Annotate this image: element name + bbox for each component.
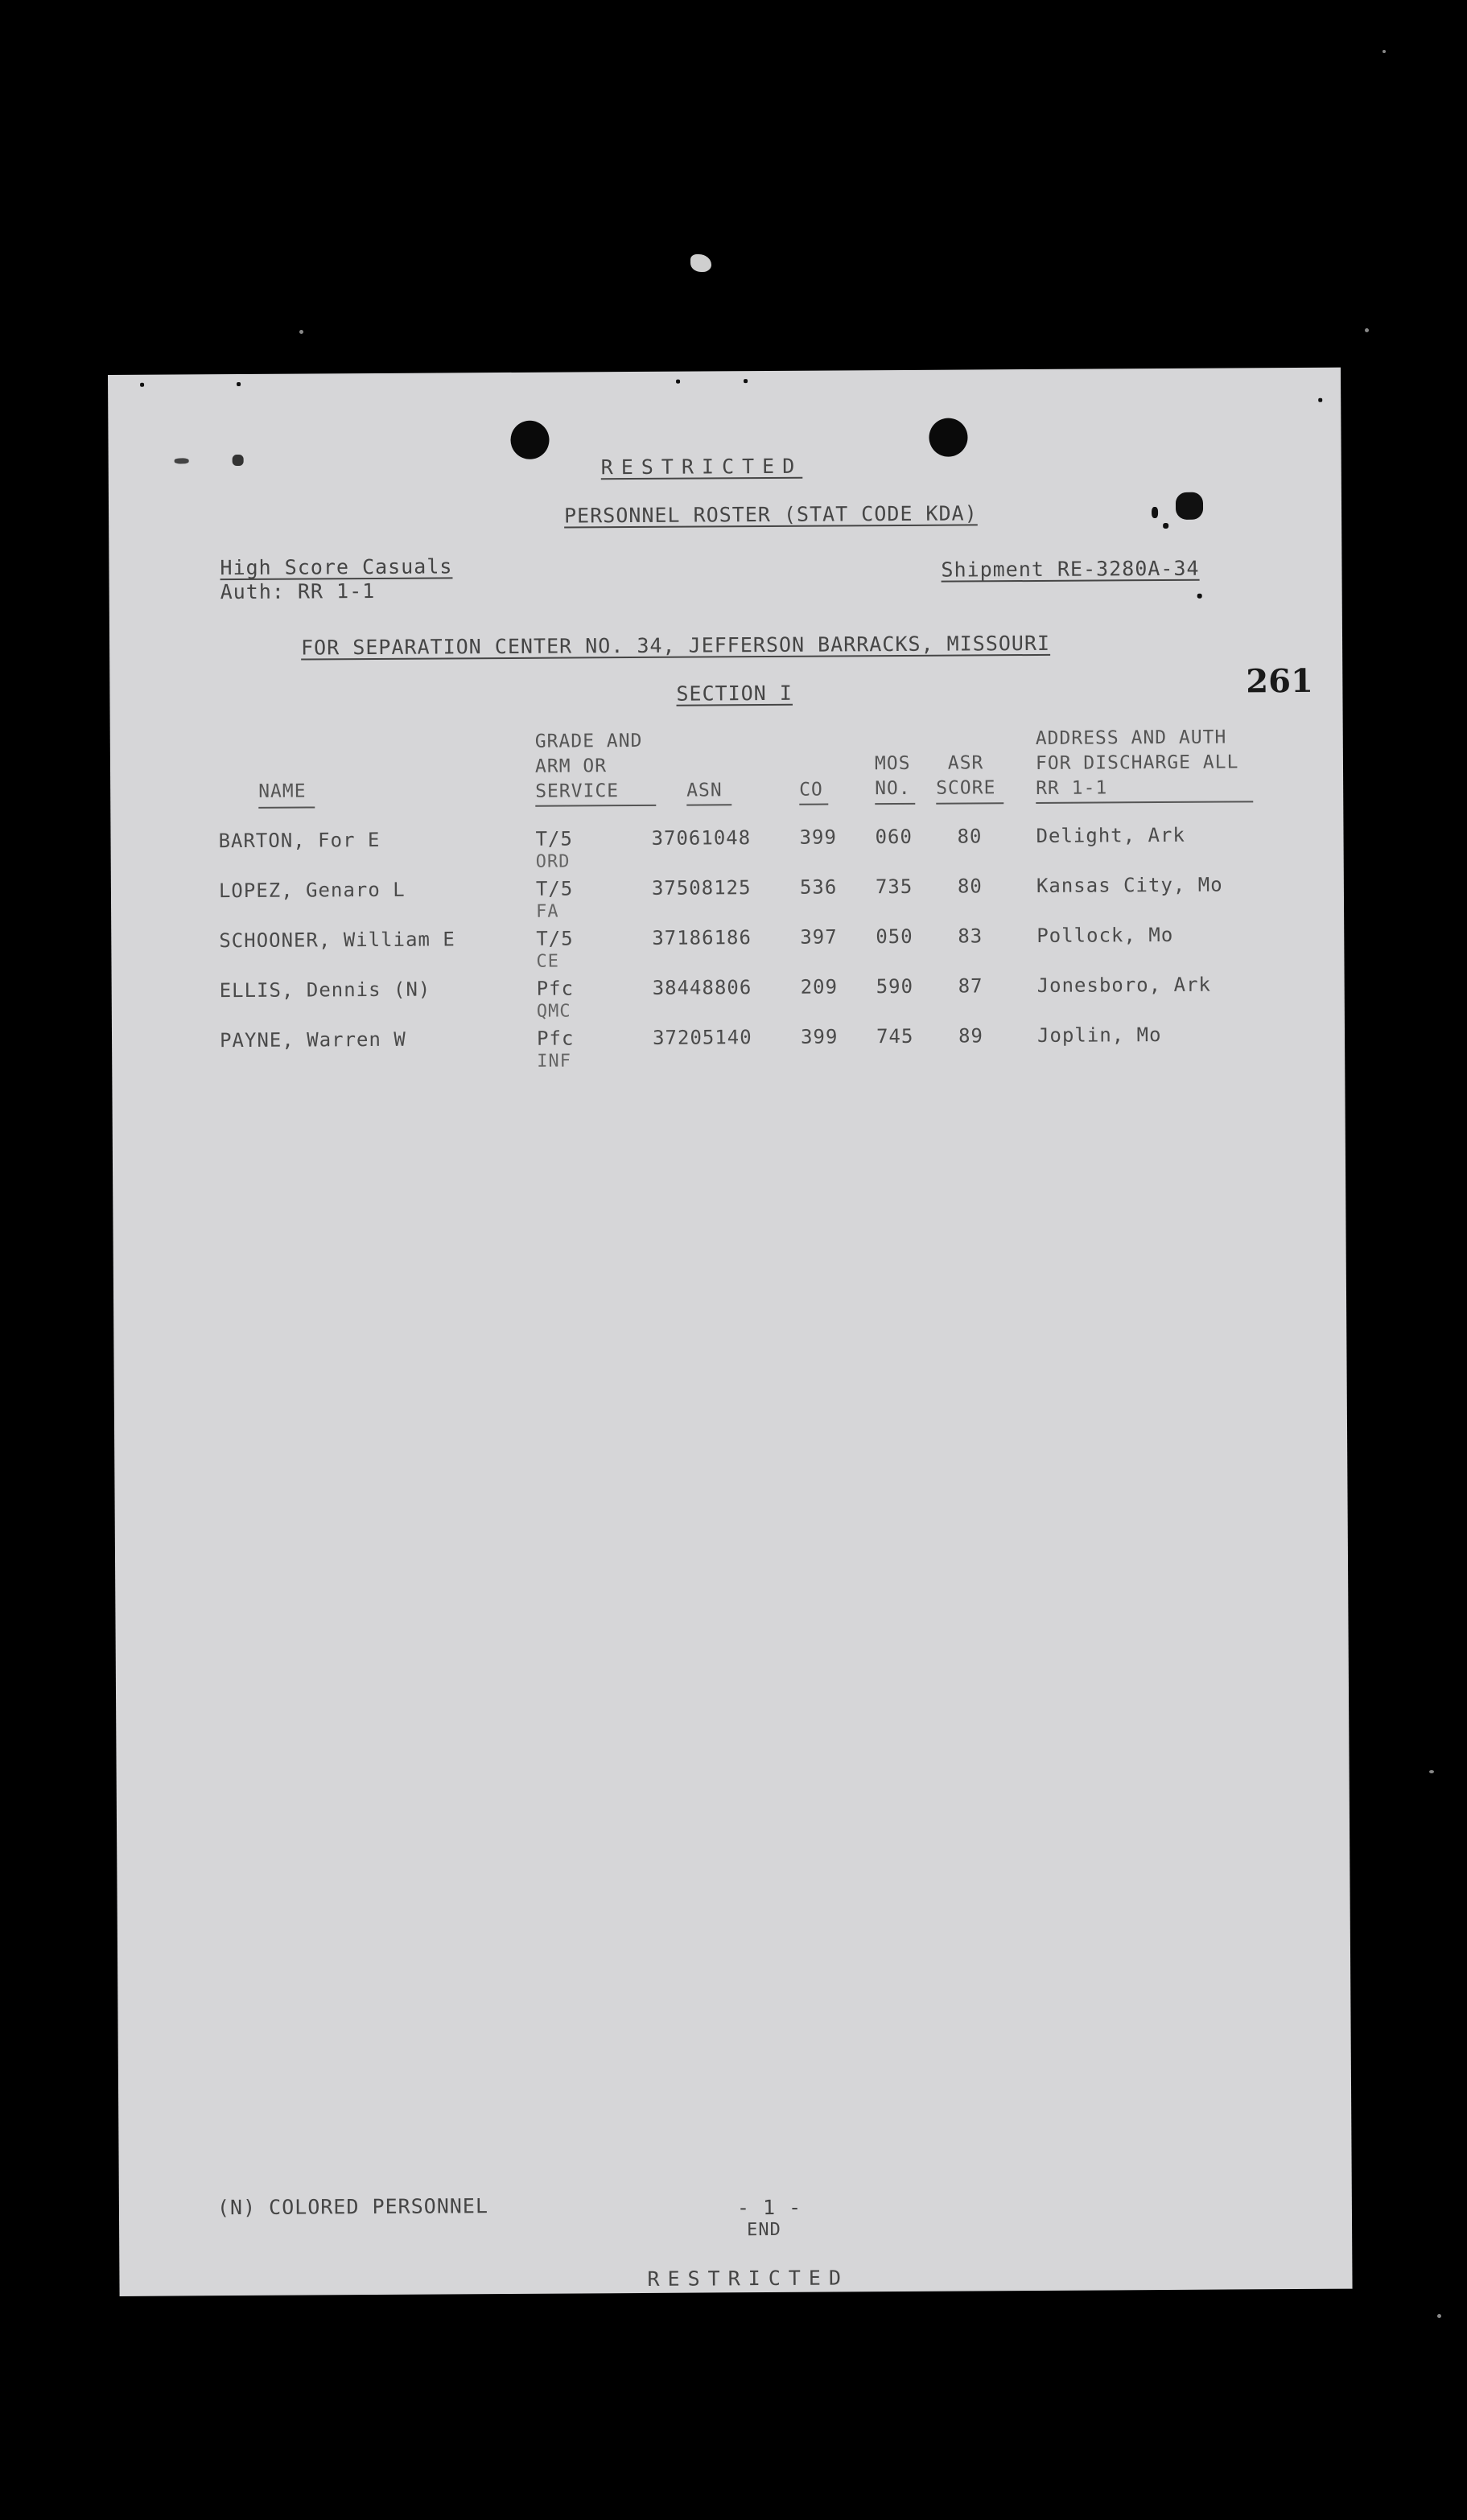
cell-name: SCHOONER, William E: [219, 928, 455, 953]
cell-asn: 37508125: [651, 876, 752, 900]
cell-asn: 37205140: [652, 1026, 752, 1049]
ink-speck: [1197, 594, 1202, 599]
cell-asn: 37061048: [651, 826, 752, 850]
ink-speck: [676, 380, 680, 384]
page-stamp-number: 261: [1246, 661, 1313, 701]
cell-score: 80: [957, 825, 983, 848]
cell-score: 89: [958, 1024, 984, 1048]
table-row: [112, 973, 1345, 1030]
col-header-asn-underline: [686, 804, 731, 805]
cell-mos: 590: [876, 974, 914, 999]
col-header-asr-underline: [936, 802, 1003, 805]
cell-name: PAYNE, Warren W: [219, 1027, 406, 1052]
table-row: [111, 923, 1344, 980]
background-speck: [1429, 1770, 1434, 1773]
col-header-grade-underline: [535, 805, 656, 807]
col-header-co: CO: [799, 779, 823, 801]
cell-grade: Pfc: [536, 1027, 575, 1050]
cell-score: 87: [958, 974, 983, 998]
ink-speck: [744, 379, 748, 383]
cell-name: ELLIS, Dennis (N): [219, 978, 431, 1003]
cell-name: BARTON, For E: [218, 828, 381, 853]
cell-co: 536: [799, 875, 838, 899]
cell-co: 399: [799, 826, 837, 849]
background-speck: [1383, 50, 1386, 53]
col-header-grade: GRADE AND ARM OR SERVICE: [534, 730, 643, 802]
cell-grade: T/5: [536, 927, 574, 950]
cell-grade: T/5: [535, 877, 574, 900]
ink-speck: [233, 455, 244, 466]
table-row: [111, 873, 1344, 930]
col-header-mos-underline: [875, 803, 915, 805]
cell-name: LOPEZ, Genaro L: [218, 878, 406, 903]
cell-score: 80: [957, 875, 983, 898]
page-number: - 1 -: [736, 2195, 802, 2220]
col-header-name-underline: [258, 806, 315, 808]
authority-line: Auth: RR 1-1: [220, 579, 376, 604]
col-header-asr-score: ASR SCORE: [936, 752, 996, 799]
background-speck: [1437, 2314, 1441, 2318]
ink-speck: [237, 382, 241, 386]
cell-arm: QMC: [536, 1001, 571, 1022]
section-heading: SECTION I: [676, 681, 793, 706]
classification-header: RESTRICTED: [600, 454, 803, 480]
cell-co: 209: [800, 975, 839, 999]
cell-address: Pollock, Mo: [1036, 923, 1174, 947]
classification-footer: RESTRICTED: [647, 2266, 850, 2291]
destination-line: FOR SEPARATION CENTER NO. 34, JEFFERSON BARRACKS, MISSOURI: [300, 631, 1051, 660]
col-header-mos: MOS NO.: [874, 752, 911, 800]
col-header-asn: ASN: [686, 780, 723, 801]
cell-score: 83: [958, 924, 983, 948]
cell-address: Delight, Ark: [1036, 823, 1185, 847]
casuals-heading: High Score Casuals: [220, 554, 453, 580]
col-header-address: ADDRESS AND AUTH FOR DISCHARGE ALL RR 1-1: [1035, 727, 1239, 799]
table-row: [110, 823, 1343, 880]
ink-speck: [1152, 507, 1158, 518]
cell-co: 397: [800, 925, 838, 949]
shipment-number: Shipment RE-3280A-34: [941, 556, 1200, 582]
cell-grade: T/5: [535, 827, 573, 850]
cell-co: 399: [800, 1025, 839, 1048]
cell-mos: 060: [875, 825, 913, 849]
punch-hole: [929, 418, 967, 456]
cell-mos: 735: [875, 875, 913, 899]
cell-arm: INF: [537, 1051, 572, 1072]
col-header-name: NAME: [258, 780, 307, 802]
end-marker: END: [747, 2219, 781, 2241]
col-header-address-underline: [1036, 801, 1253, 804]
cell-address: Joplin, Mo: [1036, 1023, 1162, 1047]
cell-address: Jonesboro, Ark: [1036, 973, 1212, 997]
cell-grade: Pfc: [536, 977, 575, 1000]
background-speck: [1365, 328, 1369, 332]
cell-arm: FA: [536, 901, 559, 922]
ink-speck: [175, 458, 189, 463]
cell-asn: 37186186: [652, 926, 752, 949]
ink-speck: [1318, 398, 1322, 402]
background-speck: [690, 254, 711, 272]
table-row: [112, 1023, 1345, 1080]
col-header-co-underline: [799, 804, 828, 805]
cell-arm: ORD: [535, 851, 571, 872]
cell-asn: 38448806: [652, 976, 752, 999]
roster-page: [108, 368, 1353, 2296]
background-speck: [299, 330, 303, 334]
footnote-colored-personnel: (N) COLORED PERSONNEL: [216, 2194, 489, 2220]
ink-blot: [1176, 492, 1203, 520]
cell-mos: 745: [876, 1024, 914, 1048]
cell-address: Kansas City, Mo: [1036, 873, 1223, 897]
punch-hole: [510, 421, 549, 459]
cell-mos: 050: [876, 924, 913, 949]
cell-arm: CE: [536, 951, 560, 972]
ink-speck: [140, 383, 144, 387]
ink-speck: [1163, 523, 1168, 529]
document-title: PERSONNEL ROSTER (STAT CODE KDA): [563, 501, 978, 528]
